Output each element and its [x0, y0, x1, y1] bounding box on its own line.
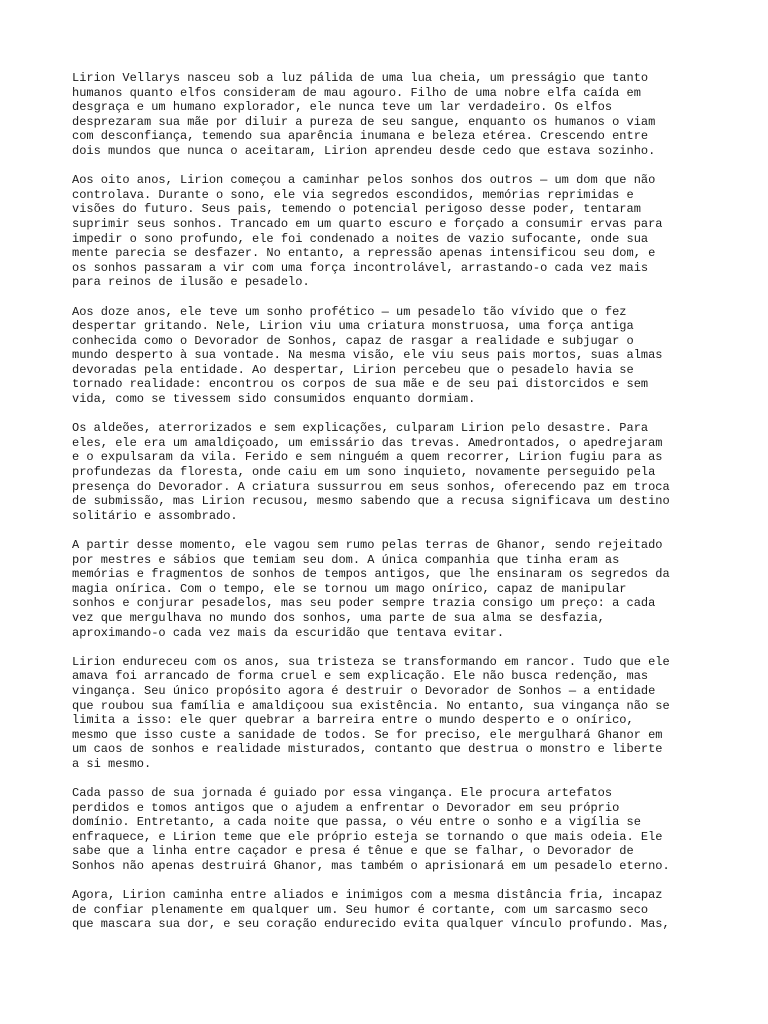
text-line: conhecida como o Devorador de Sonhos, capaz de rasgar a realidade e subjugar o — [72, 333, 634, 348]
text-line: limita a isso: ele quer quebrar a barreira entre o mundo desperto e o onírico, — [72, 713, 634, 728]
text-line: Aos oito anos, Lirion começou a caminhar pelos sonhos dos outros — um dom que não — [72, 173, 656, 188]
text-line: dois mundos que nunca o aceitaram, Lirion aprendeu desde cedo que estava sozinho. — [72, 143, 656, 158]
text-line: vingança. Seu único propósito agora é destruir o Devorador de Sonhos — a entidade — [72, 683, 656, 698]
paragraph — [72, 655, 712, 772]
text-line: eles, ele era um amaldiçoado, um emissário das trevas. Amedrontados, o apedrejaram — [72, 435, 663, 450]
text-line: vida, como se tivessem sido consumidos enquanto dormiam. — [72, 392, 476, 407]
text-line: humanos quanto elfos consideram de mau agouro. Filho de uma nobre elfa caída em — [72, 85, 641, 100]
paragraph — [72, 173, 712, 290]
text-line: devoradas pela entidade. Ao despertar, Lirion percebeu que o pesadelo havia se — [72, 362, 634, 377]
paragraph — [72, 421, 712, 523]
text-line: A partir desse momento, ele vagou sem rumo pelas terras de Ghanor, sendo rejeitado — [72, 538, 663, 552]
text-line: a si mesmo. — [72, 756, 152, 771]
text-line: Sonhos não apenas destruirá Ghanor, mas também o aprisionará em um pesadelo eterno. — [72, 859, 670, 874]
text-line: um caos de sonhos e realidade misturados, contanto que destrua o monstro e liberte — [72, 742, 663, 757]
text-line: por mestres e sábios que temiam seu dom. A única companhia que tinha eram as — [72, 552, 620, 567]
text-line: os sonhos passaram a vir com uma força incontrolável, arrastando-o cada vez mais — [72, 260, 649, 275]
text-line: mesmo que isso custe a sanidade de todos. Se for preciso, ele mergulhará Ghanor em — [72, 727, 663, 742]
paragraph — [72, 786, 712, 874]
text-line: profundezas da floresta, onde caiu em um sono inquieto, novamente perseguido pela — [72, 465, 656, 480]
text-line: Cada passo de sua jornada é guiado por essa vingança. Ele procura artefatos — [72, 786, 613, 801]
text-line: sabe que a linha entre caçador e presa é tênue e que se falhar, o Devorador de — [72, 844, 634, 859]
text-line: solitário e assombrado. — [72, 508, 238, 523]
text-line: Lirion endureceu com os anos, sua tristeza se transformando em rancor. Tudo que ele — [72, 654, 670, 669]
text-line: desprezaram sua mãe por diluir a pureza de seu sangue, enquanto os humanos o viam — [72, 114, 656, 129]
paragraph — [72, 71, 712, 159]
text-line: aproximando-o cada vez mais da escuridão que tentava evitar. — [72, 625, 505, 640]
text-line: magia onírica. Com o tempo, ele se tornou um mago onírico, capaz de manipular — [72, 581, 627, 596]
text-line: vez que mergulhava no mundo dos sonhos, uma parte de sua alma se desfazia, — [72, 610, 605, 625]
text-line: sonhos e conjurar pesadelos, mas seu poder sempre trazia consigo um preço: a cada — [72, 596, 656, 611]
text-line: desgraça e um humano explorador, ele nunca teve um lar verdadeiro. Os elfos — [72, 100, 613, 115]
text-line: de confiar plenamente em qualquer um. Seu humor é cortante, com um sarcasmo seco — [72, 902, 649, 917]
text-line: Lirion Vellarys nasceu sob a luz pálida de uma lua cheia, um presságio que tanto — [72, 71, 649, 85]
text-line: e o expulsaram da vila. Ferido e sem ninguém a quem recorrer, Lirion fugiu para as — [72, 450, 663, 465]
text-line: mente parecia se desfazer. No entanto, a repressão apenas intensificou seu dom, e — [72, 246, 656, 261]
text-line: impedir o sono profundo, ele foi condenado a noites de vazio sufocante, onde sua — [72, 231, 649, 246]
text-line: visões do futuro. Seus pais, temendo o potencial perigoso desse poder, tentaram — [72, 202, 641, 217]
text-line: controlava. Durante o sono, ele via segredos escondidos, memórias reprimidas e — [72, 187, 634, 202]
text-line: tornado realidade: encontrou os corpos de sua mãe e de seu pai distorcidos e sem — [72, 377, 649, 392]
document-body — [72, 71, 712, 947]
text-line: mundo desperto à sua vontade. Na mesma visão, ele viu seus pais mortos, suas almas — [72, 348, 663, 363]
text-line: domínio. Entretanto, a cada noite que passa, o véu entre o sonho e a vigília se — [72, 815, 641, 830]
text-line: Agora, Lirion caminha entre aliados e inimigos com a mesma distância fria, incapaz — [72, 888, 663, 903]
text-line: presença do Devorador. A criatura sussurrou em seus sonhos, oferecendo paz em troca — [72, 479, 670, 494]
text-line: Aos doze anos, ele teve um sonho profético — um pesadelo tão vívido que o fez — [72, 304, 627, 319]
paragraph — [72, 888, 712, 932]
text-line: que roubou sua família e amaldiçoou sua existência. No entanto, sua vingança não se — [72, 698, 670, 713]
paragraph — [72, 305, 712, 407]
text-line: perdidos e tomos antigos que o ajudem a enfrentar o Devorador em seu próprio — [72, 800, 620, 815]
text-line: suprimir seus sonhos. Trancado em um quarto escuro e forçado a consumir ervas para — [72, 216, 663, 231]
text-line: enfraquece, e Lirion teme que ele próprio esteja se tornando o que mais odeia. Ele — [72, 829, 663, 844]
text-line: amava foi arrancado de forma cruel e sem explicação. Ele não busca redenção, mas — [72, 669, 649, 684]
text-line: de submissão, mas Lirion recusou, mesmo sabendo que a recusa significava um destino — [72, 494, 670, 509]
text-line: Os aldeões, aterrorizados e sem explicações, culparam Lirion pelo desastre. Para — [72, 421, 649, 436]
text-line: despertar gritando. Nele, Lirion viu uma criatura monstruosa, uma força antiga — [72, 319, 634, 334]
text-line: que mascara sua dor, e seu coração endurecido evita qualquer vínculo profundo. Mas, — [72, 917, 670, 932]
text-line: memórias e fragmentos de sonhos de tempos antigos, que lhe ensinaram os segredos da — [72, 567, 670, 582]
text-line: para reinos de ilusão e pesadelo. — [72, 275, 310, 290]
paragraph — [72, 538, 712, 640]
text-line: com desconfiança, temendo sua aparência inumana e beleza etérea. Crescendo entre — [72, 129, 649, 144]
